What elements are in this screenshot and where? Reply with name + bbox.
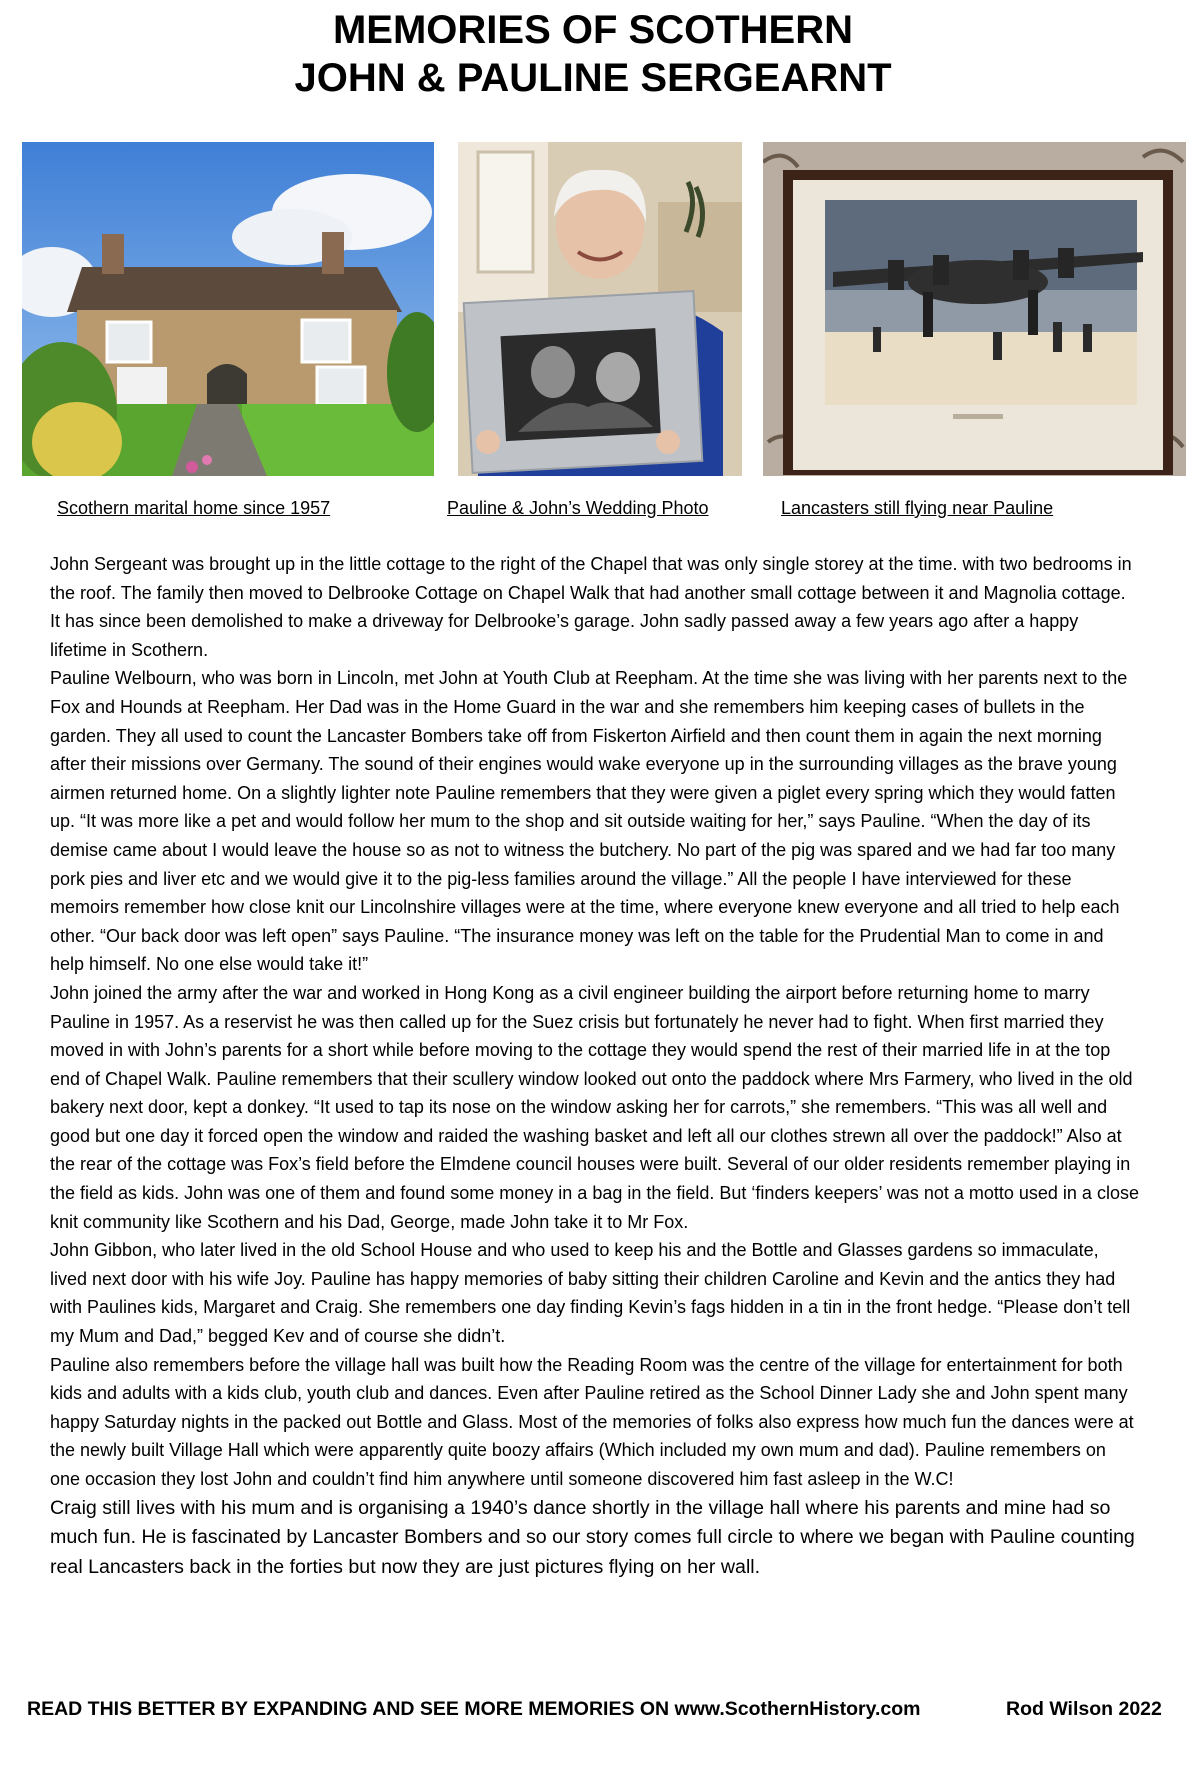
page-subtitle: JOHN & PAULINE SERGEARNT	[294, 56, 892, 100]
photo-caption: Lancasters still flying near Pauline	[781, 498, 1054, 518]
wedding-photo	[458, 142, 742, 476]
photo-caption: Scothern marital home since 1957	[57, 498, 331, 518]
lancaster-print-photo	[763, 142, 1186, 476]
footer-note: READ THIS BETTER BY EXPANDING AND SEE MORE MEMORIES ON www.ScothernHistory.com	[27, 1698, 921, 1720]
paragraph: John Sergeant was brought up in the little cottage to the right of the Chapel that was only single storey at the time. with two bedrooms in the roof. The family then moved to Delbrooke Cottage on Chapel Walk that had another small cottage between it and Magnolia cottage. It has since been demolished to make a driveway for Delbrooke’s garage. John sadly passed away a few years ago after a happy lifetime in Scothern.	[50, 554, 1132, 660]
paragraph: John joined the army after the war and worked in Hong Kong as a civil engineer building the airport before returning home to marry Pauline in 1957. As a reservist he was then called up for the Suez crisis but fortunately he never had to fight. When first married they moved in with John’s parents for a short while before moving to the cottage they would spend the rest of their married life in at the top end of Chapel Walk. Pauline remembers that their scullery window looked out onto the paddock where Mrs Farmery, who lived in the old bakery next door, kept a donkey. “It used to tap its nose on the window asking her for carrots,” she remembers. “This was all well and good but one day it forced open the window and raided the washing basket and left all our clothes strewn all over the paddock!” Also at the rear of the cottage was Fox’s field before the Elmdene council houses were built. Several of our older residents remember playing in the field as kids. John was one of them and found some money in a bag in the field. But ‘finders keepers’ was not a motto used in a close knit community like Scothern and his Dad, George, made John take it to Mr Fox.	[50, 982, 1139, 1232]
paragraph: Craig still lives with his mum and is organising a 1940’s dance shortly in the village hall where his parents and mine had so much fun. He is fascinated by Lancaster Bombers and so our story comes full circle to where we began with Pauline counting real Lancasters back in the forties but now they are just pictures flying on her wall.	[50, 1496, 1135, 1578]
footer-credit: Rod Wilson 2022	[1006, 1698, 1162, 1720]
article-body	[50, 550, 1140, 1582]
paragraph: John Gibbon, who later lived in the old School House and who used to keep his and the Bottle and Glasses gardens so immaculate, lived next door with his wife Joy. Pauline has happy memories of baby sitting their children Caroline and Kevin and the antics they had with Paulines kids, Margaret and Craig. She remembers one day finding Kevin’s fags hidden in a tin in the front hedge. “Please don’t tell my Mum and Dad,” begged Kev and of course she didn’t.	[50, 1240, 1131, 1347]
paragraph: Pauline also remembers before the village hall was built how the Reading Room was the centre of the village for entertainment for both kids and adults with a kids club, youth club and dances. Even after Pauline retired as the School Dinner Lady she and John spent many happy Saturday nights in the packed out Bottle and Glass. Most of the memories of folks also express how much fun the dances were at the newly built Village Hall which were apparently quite boozy affairs (Which included my own mum and dad). Pauline remembers on one occasion they lost John and couldn’t find him anywhere until someone discovered him fast asleep in the W.C!	[50, 1354, 1134, 1489]
paragraph: Pauline Welbourn, who was born in Lincoln, met John at Youth Club at Reepham. At the time she was living with her parents next to the Fox and Hounds at Reepham. Her Dad was in the Home Guard in the war and she remembers him keeping cases of bullets in the garden. They all used to count the Lancaster Bombers take off from Fiskerton Airfield and then count them in again the next morning after their missions over Germany. The sound of their engines would wake everyone up in the surrounding villages as the brave young airmen returned home. On a slightly lighter note Pauline remembers that they were given a piglet every spring which they would fatten up. “It was more like a pet and would follow her mum to the shop and sit outside waiting for her,” says Pauline. “When the day of its demise came about I would leave the house so as not to witness the butchery. No part of the pig was spared and we had far too many pork pies and liver etc and we would give it to the pig-less families around the village.” All the people I have interviewed for these memoirs remember how close knit our Lincolnshire villages were at the time, where everyone knew everyone and all tried to help each other. “Our back door was left open” says Pauline. “The insurance money was left on the table for the Prudential Man to come in and help himself. No one else would take it!”	[50, 668, 1128, 975]
page-title: MEMORIES OF SCOTHERN	[332, 8, 854, 52]
photo-caption: Pauline & John’s Wedding Photo	[447, 498, 709, 518]
cottage-photo	[22, 142, 434, 476]
